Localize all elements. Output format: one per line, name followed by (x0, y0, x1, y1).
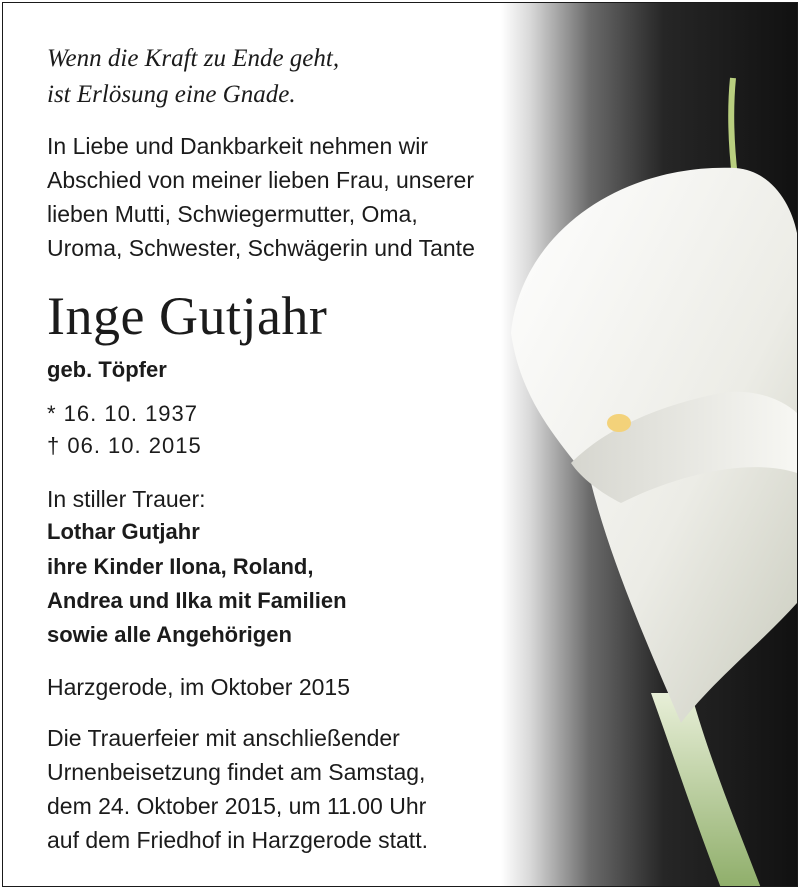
mourners-heading: In stiller Trauer: (47, 486, 206, 512)
mourner-line-1: Lothar Gutjahr (47, 519, 200, 544)
ceremony-line-1: Die Trauerfeier mit anschließender (47, 725, 400, 751)
stem-tip (731, 78, 735, 178)
calla-lily-image (501, 3, 797, 886)
mourner-line-3: Andrea und Ilka mit Familien (47, 588, 347, 613)
death-date: † 06. 10. 2015 (47, 433, 202, 458)
obituary-notice (2, 2, 798, 887)
ceremony-line-2: Urnenbeisetzung findet am Samstag, (47, 759, 426, 785)
mourner-line-4: sowie alle Angehörigen (47, 622, 292, 647)
maiden-name: geb. Töpfer (47, 357, 167, 382)
ceremony-line-4: auf dem Friedhof in Harzgerode statt. (47, 827, 428, 853)
motto-line-1: Wenn die Kraft zu Ende geht, (47, 45, 340, 72)
stem (651, 693, 761, 887)
calla-lily-drawing (501, 3, 797, 887)
intro-line-1: In Liebe und Dankbarkeit nehmen wir (47, 133, 429, 159)
lily-spadix (607, 414, 631, 432)
intro-line-2: Abschied von meiner lieben Frau, unserer (47, 167, 475, 193)
intro-line-4: Uroma, Schwester, Schwägerin und Tante (47, 235, 475, 261)
birth-date: * 16. 10. 1937 (47, 401, 199, 426)
mourner-line-2: ihre Kinder Ilona, Roland, (47, 554, 314, 579)
place-date: Harzgerode, im Oktober 2015 (47, 674, 350, 700)
motto-line-2: ist Erlösung eine Gnade. (47, 81, 296, 108)
intro-line-3: lieben Mutti, Schwiegermutter, Oma, (47, 201, 418, 227)
deceased-name: Inge Gutjahr (47, 286, 328, 346)
ceremony-line-3: dem 24. Oktober 2015, um 11.00 Uhr (47, 793, 427, 819)
